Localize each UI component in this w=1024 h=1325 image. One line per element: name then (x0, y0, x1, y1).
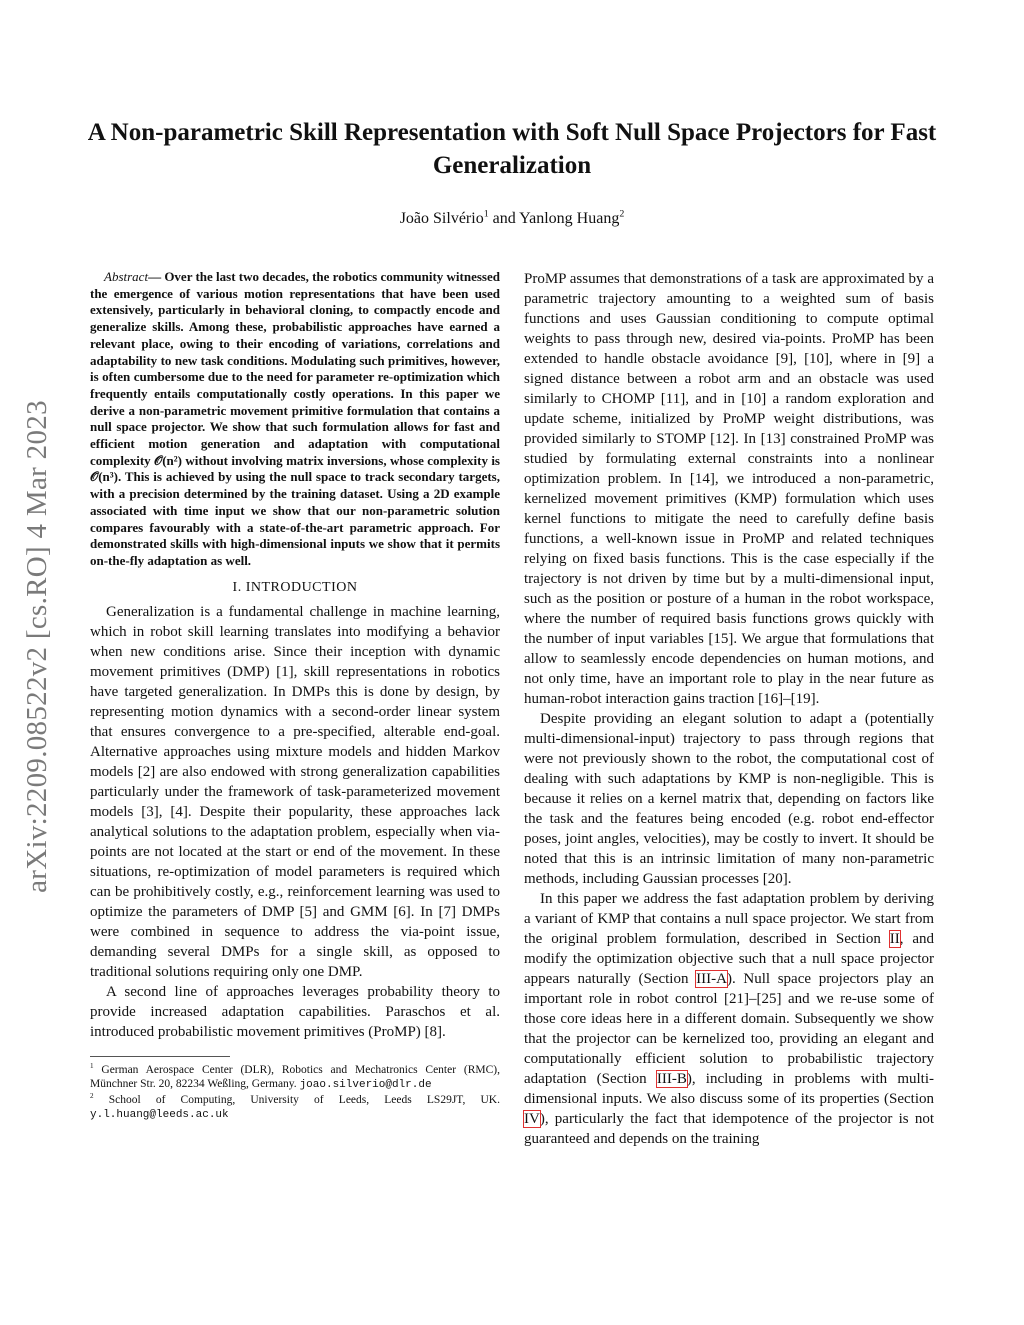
arxiv-side-identifier (12, 360, 62, 932)
section-link-iv[interactable]: IV (524, 1111, 540, 1127)
footnote-divider (90, 1056, 230, 1057)
author-line (80, 208, 944, 230)
author-conjunction: and (488, 210, 520, 227)
author-2-name: Yanlong Huang (519, 210, 620, 227)
section-link-ii[interactable]: II (889, 931, 900, 947)
section-link-iii-a[interactable]: III-A (696, 971, 727, 987)
section-heading-introduction: I. INTRODUCTION (232, 579, 358, 595)
footnote-2 (90, 1093, 500, 1123)
section-link-iii-b[interactable]: III-B (656, 1071, 687, 1087)
p3-text-1: In this paper we address the fast adaptation problem by deriving a variant of KMP that contains a null space projector. We start from the original problem formulation, described in Section (524, 891, 934, 947)
footnote-2-mark: 2 (90, 1092, 94, 1101)
author-1-name: João Silvério (399, 210, 484, 227)
footnote-1-mark: 1 (90, 1061, 94, 1070)
left-column (90, 269, 500, 1123)
p3-text-2: , and modify the optimization objective such that a null space projector appears naturally (Section (524, 931, 934, 987)
footnote-2-text: School of Computing, University of Leeds, Leeds LS29JT, UK. (93, 1093, 500, 1106)
p3-text-4: ), including in problems with multi-dimensional inputs. We also discuss some of its properties (Section (524, 1071, 935, 1107)
right-paragraph-1: ProMP assumes that demonstrations of a task are approximated by a parametric trajectory amounting to a weighted sum of basis functions and uses Gaussian conditioning to compute optimal weights to pass through new, desired via-points. ProMP has been extended to handle obstacle avoidance [9], [10], where in [9] a signed distance between a robot arm and an obstacle was used similarly to CHOMP [11], and in [10] a random exploration and update scheme, initialized by ProMP weight distributions, was provided similarly to STOMP [12]. In [13] constrained ProMP was studied by formulating external constraints into a nonlinear optimization problem. In [14], we introduced a non-parametric, kernelized movement primitives (KMP) formulation which uses kernel functions to mitigate the need to carefully define basis functions, a well-known issue in ProMP and related techniques relying on fixed basis functions. This is the case especially if the trajectory is not driven by time but by a multi-dimensional input, such as the position or posture of a human in the robot workspace, where the number of required basis functions grows quickly with the number of input variables [15]. We argue that formulations that allow to seamlessly encode dependencies on human motions, and not only time, have an important role to play in the near future as human-robot interaction gains traction [16]–[19]. (524, 271, 934, 707)
arxiv-id-text: arXiv:2209.08522v2 [cs.RO] 4 Mar 2023 (20, 399, 53, 893)
abstract-label: Abstract (104, 269, 149, 284)
paper-title: A Non-parametric Skill Representation with Soft Null Space Projectors for Fast Generalization (87, 119, 937, 179)
abstract-text: — Over the last two decades, the robotics community witnessed the emergence of various motion representations that have been used extensively, particularly in behavioral cloning, to compactly encode and generalize skills. Among these, probabilistic approaches have earned a relevant place, owing to their encoding of variations, correlations and adaptability to new task conditions. Modulating such primitives, however, is often cumbersome due to the need for parameter re-optimization which frequently entails computationally costly operations. In this paper we derive a non-parametric movement primitive formulation that contains a null space projector. We show that such formulation allows for fast and efficient motion generation and adaptation with computational complexity 𝒪(n²) without involving matrix inversions, whose complexity is 𝒪(n³). This is achieved by using the null space to track secondary targets, with a precision determined by the training dataset. Using a 2D example associated with time input we show that our non-parametric solution compares favourably with a state-of-the-art parametric approach. For demonstrated skills with high-dimensional inputs we show that it permits on-the-fly adaptation as well. (90, 269, 500, 568)
intro-paragraph-2: A second line of approaches leverages probability theory to provide increased adaptation capabilities. Paraschos et al. introduced probabilistic movement primitives (ProMP) [8]. (90, 983, 500, 1040)
abstract (90, 269, 500, 570)
footnote-1 (90, 1063, 500, 1093)
author-1-affiliation-mark: 1 (483, 208, 489, 220)
right-paragraph-3 (524, 889, 934, 1149)
p3-text-5: ), particularly the fact that idempotence of the projector is not guaranteed and depends on the training (524, 1111, 934, 1147)
right-paragraph-2: Despite providing an elegant solution to adapt a (potentially multi-dimensional-input) trajectory to pass through regions that were not previously shown to the robot, the computational cost of dealing with such adaptations by KMP is non-negligible. This is because it relies on a kernel matrix that, depending on factors like the task and the features being encoded (e.g. robot end-effector poses, joint angles, velocities), may be costly to invert. It should be noted that this is an intrinsic limitation of many non-parametric methods, including Gaussian processes [20]. (524, 711, 934, 887)
intro-paragraph-1: Generalization is a fundamental challenge in machine learning, which in robot skill learning translates into modifying a behavior when new conditions arise. Since their inception with dynamic movement primitives (DMP) [1], skill representations in robotics have targeted generalization. In DMPs this is done by design, by representing motion dynamics with a second-order linear system that ensures convergence to a pre-specified, alterable end-goal. Alternative approaches using mixture models and hidden Markov models [2] are also endowed with strong generalization capabilities particularly under the framework of task-parameterized movement models [3], [4]. Despite their popularity, these approaches lack analytical solutions to the adaptation problem, especially when via-points are not located at the start or end of the movement. In these situations, re-optimization of model parameters is required which can be prohibitively costly, e.g., reinforcement learning was used to optimize the parameters of DMP [5] and GMM [6]. In [7] DMPs were combined in sequence to address the via-point issue, demanding several DMPs for a single skill, as opposed to traditional solutions requiring only one DMP. (90, 603, 500, 980)
footnote-1-email[interactable]: joao.silverio@dlr.de (299, 1079, 432, 1092)
footnote-1-text: German Aerospace Center (DLR), Robotics and Mechatronics Center (RMC), Münchner Str. 20, 82234 Weßling, Germany. (90, 1063, 500, 1091)
author-2-affiliation-mark: 2 (619, 208, 625, 220)
footnote-2-email[interactable]: y.l.huang@leeds.ac.uk (90, 1109, 229, 1122)
right-column (524, 269, 934, 1149)
p3-text-3: ). Null space projectors play an important role in robot control [21]–[25] and we re-use some of those core ideas here in a different domain. Subsequently we show that the projector can be kernelized too, providing an elegant and computationally efficient solution to probabilistic trajectory adaptation (Section (524, 971, 934, 1087)
